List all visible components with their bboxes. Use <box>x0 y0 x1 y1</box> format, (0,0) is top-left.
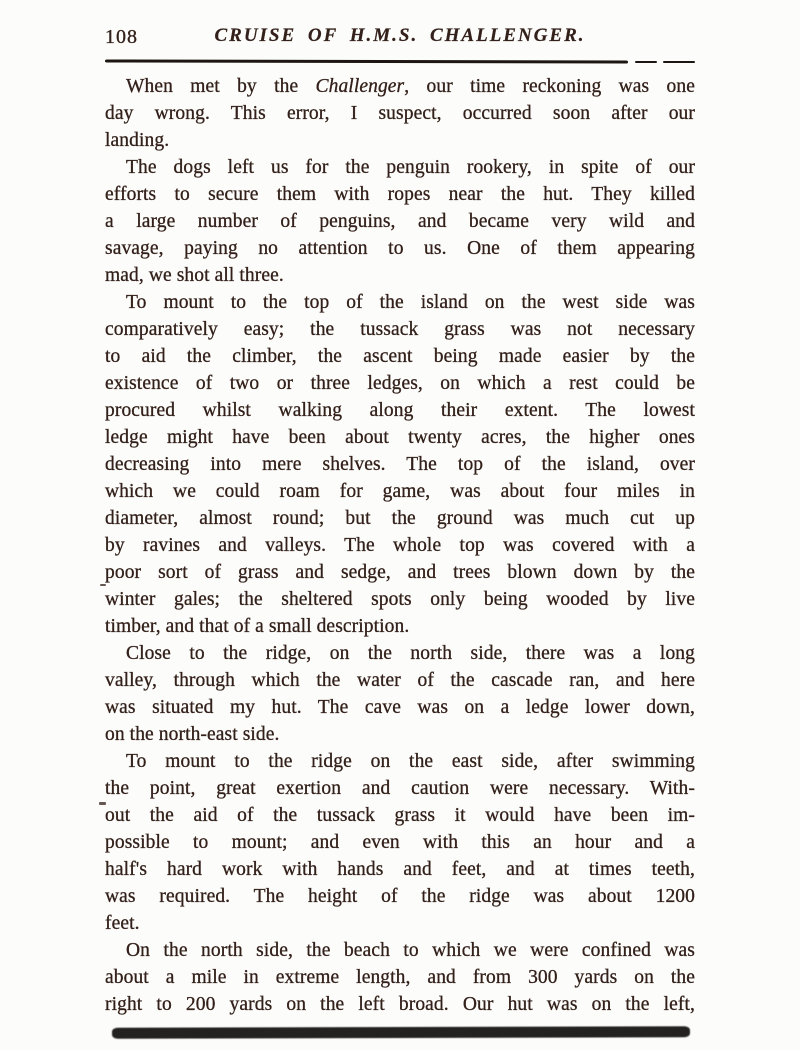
header-rule-main-segment <box>105 59 628 63</box>
text-line: was required. The height of the ridge was about 1200 <box>105 886 695 907</box>
text-line: efforts to secure them with ropes near the hut. They killed <box>105 184 695 205</box>
text-line: comparatively easy; the tussack grass was not necessary <box>105 319 695 340</box>
text-line: To mount to the ridge on the east side, after swimming <box>126 751 695 772</box>
text-line: decreasing into mere shelves. The top of the island, over <box>105 454 695 475</box>
text-line: mad, we shot all three. <box>105 265 284 286</box>
text-line: a large number of penguins, and became very wild and <box>105 211 695 232</box>
text-line: Close to the ridge, on the north side, there was a long <box>126 643 695 664</box>
header-rule-dash <box>663 61 695 63</box>
running-header <box>105 25 695 51</box>
text-line: landing. <box>105 130 170 151</box>
text-line: To mount to the top of the island on the west side was <box>126 292 695 313</box>
text-line: day wrong. This error, I suspect, occurred soon after our <box>105 103 695 124</box>
text-line: on the north-east side. <box>105 724 280 745</box>
text-line: winter gales; the sheltered spots only being wooded by live <box>105 589 695 610</box>
page-number: 108 <box>105 26 138 48</box>
text-line: right to 200 yards on the left broad. Our hut was on the left, <box>105 994 695 1015</box>
text-line: feet. <box>105 913 140 934</box>
running-title: CRUISE OF H.M.S. CHALLENGER. <box>214 25 586 46</box>
text-line: ledge might have been about twenty acres, the higher ones <box>105 427 695 448</box>
text-line: diameter, almost round; but the ground was much cut up <box>105 508 695 529</box>
header-rule <box>105 59 695 65</box>
text-line: savage, paying no attention to us. One of them appearing <box>105 238 695 259</box>
text-line: procured whilst walking along their extent. The lowest <box>105 400 695 421</box>
header-rule-dash <box>635 61 657 63</box>
text-line: existence of two or three ledges, on which a rest could be <box>105 373 695 394</box>
text-line: about a mile in extreme length, and from 300 yards on the <box>105 967 695 988</box>
text-line: half's hard work with hands and feet, and at times teeth, <box>105 859 695 880</box>
text-line: by ravines and valleys. The whole top was covered with a <box>105 535 695 556</box>
text-line: possible to mount; and even with this an hour and a <box>105 832 695 853</box>
text-line: On the north side, the beach to which we were confined was <box>126 940 695 961</box>
ink-speck <box>99 802 106 805</box>
text-line: valley, through which the water of the cascade ran, and here <box>105 670 695 691</box>
text-line: timber, and that of a small description. <box>105 616 410 637</box>
text-line: out the aid of the tussack grass it would have been im- <box>105 805 695 826</box>
scan-artifact-bar <box>112 1026 690 1039</box>
text-line: which we could roam for game, was about four miles in <box>105 481 695 502</box>
text-line: When met by the Challenger, our time reckoning was one <box>126 76 695 97</box>
text-line: was situated my hut. The cave was on a ledge lower down, <box>105 697 695 718</box>
text-line: poor sort of grass and sedge, and trees blown down by the <box>105 562 695 583</box>
page-text-block <box>105 73 695 1018</box>
text-line: to aid the climber, the ascent being made easier by the <box>105 346 695 367</box>
text-line: the point, great exertion and caution were necessary. With- <box>105 778 695 799</box>
text-line: The dogs left us for the penguin rookery, in spite of our <box>126 157 695 178</box>
